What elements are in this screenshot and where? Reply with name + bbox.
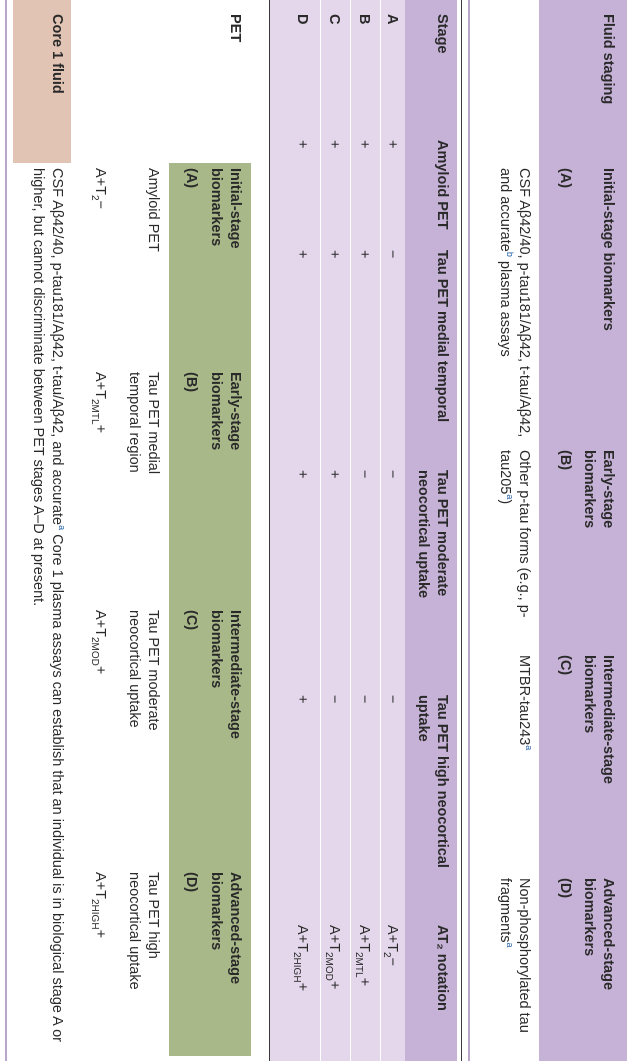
row-c-tau-high: −	[326, 695, 342, 704]
fluid-col-a-title: Initial-stage biomarkers	[600, 168, 616, 331]
row-d-tau-high: +	[294, 695, 310, 704]
pet-col-c-notation: $A+T_{2MOD}+$	[89, 610, 108, 675]
row-a-tau-moderate: −	[384, 470, 400, 479]
header-notation: AT₂ notation	[434, 925, 450, 1011]
core1-label: Core 1 fluid	[49, 14, 65, 94]
row-b-tau-medial: +	[356, 250, 372, 259]
pet-col-a-letter: (A)	[183, 168, 199, 189]
row-b-tau-moderate: −	[356, 470, 372, 479]
header-tau-high: Tau PET high neocortical uptake	[415, 695, 450, 868]
row-b-notation: $A+T_{2MTL}+$	[353, 925, 372, 987]
pet-col-d-notation: $A+T_{2HIGH}+$	[89, 872, 108, 939]
row-a-stage: A	[384, 14, 400, 25]
row-b-tau-high: −	[356, 695, 372, 704]
row-divider-3	[320, 0, 321, 1061]
row-d-amyloid: +	[294, 140, 310, 149]
row-c-tau-medial: +	[326, 250, 342, 259]
fluid-col-d-letter: (D)	[557, 878, 573, 899]
fluid-col-b-text: Other p-tau forms (e.g., p-tau205$^a$)	[497, 450, 532, 618]
pet-col-d-title: Advanced-stage biomarkers	[208, 872, 243, 985]
header-tau-medial: Tau PET medial temporal	[434, 250, 450, 423]
row-d-notation: $A+T_{2HIGH}+$	[291, 925, 310, 992]
pet-col-a-desc: Amyloid PET	[145, 168, 161, 252]
stage-body-band	[270, 0, 405, 1061]
pet-col-c-title: Intermediate-stage biomarkers	[208, 610, 243, 739]
row-b-amyloid: +	[356, 140, 372, 149]
row-c-amyloid: +	[326, 140, 342, 149]
row-d-tau-moderate: +	[294, 470, 310, 479]
row-c-stage: C	[326, 14, 342, 25]
fluid-col-d-title: Advanced-stage biomarkers	[581, 878, 616, 991]
table-bottom-rule	[269, 0, 270, 1061]
header-stage: Stage	[434, 14, 450, 54]
fluid-col-c-letter: (C)	[557, 655, 573, 676]
fluid-bottom-rule	[468, 0, 470, 1061]
row-a-notation: $A+T_2-$	[381, 925, 400, 967]
row-d-tau-medial: +	[294, 250, 310, 259]
fluid-col-b-title: Early-stage biomarkers	[581, 450, 616, 529]
pet-col-b-desc: Tau PET medial temporal region	[126, 372, 161, 475]
row-divider-1	[380, 0, 381, 1061]
pet-col-b-title: Early-stage biomarkers	[208, 372, 243, 451]
fluid-col-a-letter: (A)	[557, 168, 573, 189]
header-amyloid: Amyloid PET	[434, 140, 450, 230]
fluid-col-c-text: MTBR-tau243$^a$	[516, 655, 534, 751]
fluid-col-b-letter: (B)	[557, 450, 573, 471]
bottom-rule	[5, 0, 7, 1061]
pet-col-b-letter: (B)	[183, 372, 199, 393]
fluid-col-d-text: Non-phosphorylated tau fragments$^a$	[497, 878, 532, 1033]
row-b-stage: B	[356, 14, 372, 25]
pet-col-a-title: Initial-stage biomarkers	[208, 168, 243, 249]
pet-col-d-desc: Tau PET high neocortical uptake	[126, 872, 161, 990]
fluid-col-c-title: Intermediate-stage biomarkers	[581, 655, 616, 784]
pet-label: PET	[227, 14, 243, 43]
pet-col-b-notation: $A+T_{2MTL}+$	[89, 372, 108, 434]
pet-col-c-desc: Tau PET moderate neocortical uptake	[126, 610, 161, 731]
row-a-amyloid: +	[384, 140, 400, 149]
fluid-col-a-text: CSF Aβ42/40, p-tau181/Aβ42, t-tau/Aβ42, and accurate$^b$ plasma assays	[497, 168, 532, 438]
fluid-staging-label: Fluid staging	[600, 14, 616, 105]
row-divider-2	[350, 0, 351, 1061]
table-top-rule	[461, 0, 462, 1061]
pet-col-d-letter: (D)	[183, 872, 199, 893]
row-c-tau-moderate: +	[326, 470, 342, 479]
row-d-stage: D	[294, 14, 310, 25]
header-tau-moderate: Tau PET moderate neocortical uptake	[415, 470, 450, 599]
row-a-tau-high: −	[384, 695, 400, 704]
row-a-tau-medial: −	[384, 250, 400, 259]
core1-text: CSF Aβ42/40, p-tau181/Aβ42, t-tau/Aβ42, and accurate$^a$ Core 1 plasma assays can establish that an individual is in biological stage A or higher, but cannot discriminate between PET stages A–D at present.	[30, 168, 67, 1042]
pet-col-a-notation: $A+T_2-$	[89, 168, 108, 210]
row-c-notation: $A+T_{2MOD}+$	[323, 925, 342, 990]
pet-col-c-letter: (C)	[183, 610, 199, 631]
